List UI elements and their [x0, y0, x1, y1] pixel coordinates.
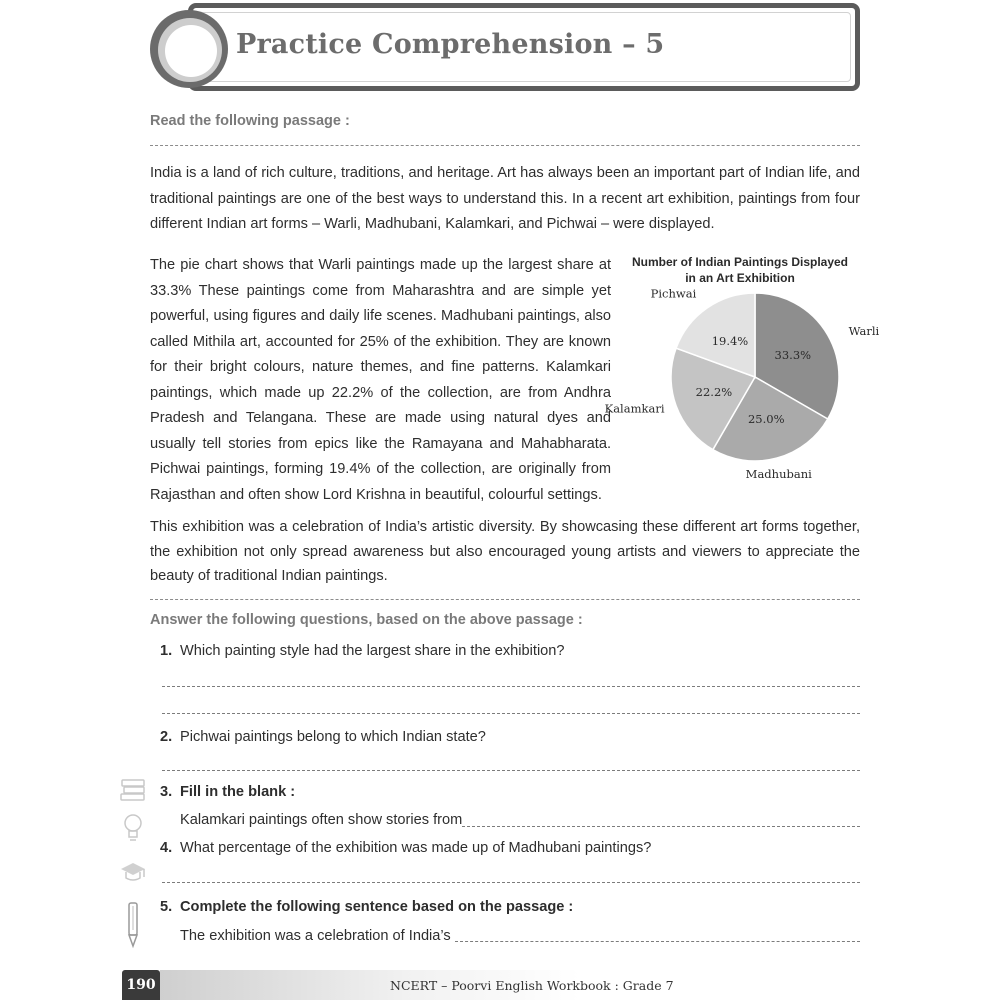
footer-text: NCERT – Poorvi English Workbook : Grade 7	[390, 978, 674, 993]
answer-line[interactable]	[162, 770, 860, 771]
pie-category-label: Kalamkari	[604, 401, 665, 416]
question-text: Fill in the blank :	[180, 784, 296, 800]
question-number: 3.	[160, 784, 173, 800]
chart-title	[630, 254, 850, 286]
pie-chart	[604, 285, 880, 485]
divider	[150, 599, 860, 600]
passage-paragraph-3: This exhibition was a celebration of India’s artistic diversity. By showcasing these different art forms together, the exhibition not only spread awareness but also encouraged young artists and viewers to appreciate the beauty of traditional Indian paintings.	[150, 519, 860, 584]
answer-line[interactable]	[162, 686, 860, 687]
books-icon	[118, 772, 148, 806]
pie-value-label: 22.2%	[695, 384, 733, 399]
fill-blank-text: The exhibition was a celebration of India’s	[180, 928, 451, 944]
fill-blank-line[interactable]	[455, 941, 860, 942]
fill-blank-line[interactable]	[462, 826, 860, 827]
lightbulb-icon	[118, 810, 148, 844]
question-5	[160, 899, 573, 915]
page-title: Practice Comprehension – 5	[236, 29, 665, 60]
title-banner	[150, 3, 860, 93]
fill-blank-text: Kalamkari paintings often show stories from	[180, 812, 463, 828]
chart-title-line-2: in an Art Exhibition	[685, 271, 795, 285]
ring-decoration-inner	[165, 25, 217, 77]
question-text: Which painting style had the largest share in the exhibition?	[180, 643, 565, 659]
question-1	[160, 643, 565, 659]
pen-icon	[118, 900, 148, 950]
question-number: 5.	[160, 899, 173, 915]
chart-title-line-1: Number of Indian Paintings Displayed	[631, 255, 849, 269]
question-text: Complete the following sentence based on the passage :	[180, 899, 574, 915]
answer-line[interactable]	[162, 882, 860, 883]
question-text: What percentage of the exhibition was made up of Madhubani paintings?	[180, 840, 652, 856]
pie-category-label: Madhubani	[745, 466, 812, 481]
question-number: 1.	[160, 643, 173, 659]
pie-category-label: Warli	[848, 324, 880, 338]
page-number: 190	[122, 970, 160, 1000]
passage-paragraph-1: India is a land of rich culture, traditions, and heritage. Art has always been an important part of Indian life, and traditional paintings are one of the best ways to understand this. In a recent art exhibition, paintings from four different Indian art forms – Warli, Madhubani, Kalamkari, and Pichwai – were displayed.	[150, 165, 860, 232]
question-4	[160, 840, 651, 856]
pie-category-label: Pichwai	[650, 286, 697, 301]
divider	[150, 145, 860, 146]
question-number: 4.	[160, 840, 173, 856]
question-number: 2.	[160, 729, 173, 745]
graduation-cap-icon	[118, 856, 148, 890]
answer-line[interactable]	[162, 713, 860, 714]
pie-slices	[671, 293, 839, 461]
pie-value-label: 33.3%	[774, 348, 812, 363]
answer-instruction: Answer the following questions, based on the above passage :	[150, 612, 583, 628]
pie-value-label: 25.0%	[747, 412, 785, 427]
question-text: Pichwai paintings belong to which Indian state?	[180, 729, 486, 745]
read-instruction: Read the following passage :	[150, 113, 350, 129]
question-2	[160, 729, 486, 745]
question-3	[160, 784, 295, 800]
pie-value-label: 19.4%	[711, 334, 749, 349]
passage-paragraph-2: The pie chart shows that Warli paintings made up the largest share at 33.3% These paintings come from Maharashtra and are simple yet powerful, using figures and daily life scenes. Madhubani paintings, also called Mithila art, accounted for 25% of the exhibition. They are known for their bright colours, nature themes, and fine patterns. Kalamkari paintings, which made up 22.2% of the collection, are from Andhra Pradesh and Telangana. These are made using natural dyes and usually tell stories from epics like the Ramayana and Mahabharata. Pichwai paintings, forming 19.4% of the collection, are originally from Rajasthan and often show Lord Krishna in beautiful, colourful settings.	[150, 257, 611, 503]
